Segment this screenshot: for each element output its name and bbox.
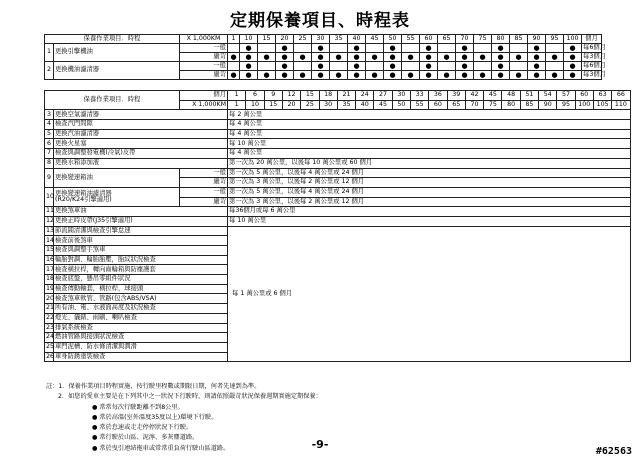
header-month: 63 bbox=[593, 91, 611, 101]
header-month: 33 bbox=[410, 91, 428, 101]
mark-cell: ● bbox=[240, 62, 258, 71]
header-month-label: 個月 bbox=[180, 91, 228, 101]
mark-cell: ● bbox=[420, 71, 438, 80]
mark-cell: ● bbox=[546, 71, 564, 80]
row-number: 3 bbox=[45, 110, 54, 120]
row-number: 17 bbox=[46, 265, 55, 273]
header-km: 70 bbox=[465, 100, 483, 110]
row-item: 輪胎對調、輪胎胎壓，胎紋狀況檢查 bbox=[54, 255, 228, 265]
mark-cell bbox=[228, 44, 240, 53]
mark-cell: ● bbox=[228, 53, 240, 62]
mark-cell bbox=[330, 62, 348, 71]
row-item: 檢查汽門間隙 bbox=[54, 120, 228, 130]
note-bullet: ● 常於怠速或走走停停狀況下行駛。 bbox=[92, 424, 193, 432]
row-item: 燃油管路與接頭狀況檢查 bbox=[54, 333, 228, 343]
row-condition: 一般 bbox=[180, 44, 228, 53]
mark-cell bbox=[438, 44, 456, 53]
row-condition: 嚴苛 bbox=[180, 71, 228, 80]
row-condition: 一般 bbox=[180, 187, 228, 197]
header-km: 15 bbox=[264, 100, 282, 110]
row-condition: 嚴苛 bbox=[180, 178, 228, 188]
header-km: 75 bbox=[484, 100, 502, 110]
mark-cell: ● bbox=[564, 62, 582, 71]
mark-cell: ● bbox=[348, 44, 366, 53]
note-1: 註：1．保養作業項目時程實施，按行駛里程數或期限日期，何者先達到為準。 bbox=[46, 383, 261, 390]
row-condition: 嚴苛 bbox=[180, 53, 228, 62]
header-km: 85 bbox=[520, 100, 538, 110]
header-unit: X 1,000KM bbox=[180, 100, 228, 110]
row-schedule: 第一次為 3 萬公里，以後每 2 萬公里或 12 個月 bbox=[228, 197, 631, 207]
mark-cell: ● bbox=[528, 53, 546, 62]
header-km: 10 bbox=[246, 100, 264, 110]
header-month: 57 bbox=[557, 91, 575, 101]
mark-cell: ● bbox=[456, 62, 474, 71]
mark-cell: ● bbox=[528, 62, 546, 71]
row-number: 2 bbox=[45, 62, 54, 80]
header-km: 110 bbox=[612, 100, 630, 110]
header-month: 36 bbox=[429, 91, 447, 101]
row-item-label: 更換變速箱油 bbox=[55, 173, 93, 181]
table-header-row bbox=[45, 35, 636, 44]
mark-cell bbox=[438, 62, 456, 71]
header-item: 保養作業項目．時程 bbox=[45, 91, 180, 110]
table-row bbox=[45, 44, 636, 53]
header-month: 54 bbox=[539, 91, 557, 101]
mark-cell: ● bbox=[492, 62, 510, 71]
header-km: 45 bbox=[366, 35, 384, 44]
row-item: 更換火星塞 bbox=[54, 139, 228, 149]
row-schedule: 第一次為 5 萬公里，以後每 4 萬公里或 24 個月 bbox=[228, 168, 631, 178]
row-item: 檢查與調整發電機(冷氣)皮帶 bbox=[54, 149, 228, 159]
row-number: 12 bbox=[46, 217, 55, 225]
mark-cell: ● bbox=[456, 53, 474, 62]
table-header-row bbox=[45, 91, 631, 101]
row-number: 9 bbox=[45, 168, 54, 187]
header-km: 100 bbox=[575, 100, 593, 110]
header-month: 個月 bbox=[582, 35, 602, 44]
mark-cell: ● bbox=[312, 44, 330, 53]
mark-cell: ● bbox=[474, 53, 492, 62]
row-item-sublabel: (R20/K24引擎適用) bbox=[55, 196, 112, 204]
mark-cell: ● bbox=[474, 71, 492, 80]
mark-cell bbox=[294, 62, 312, 71]
row-number: 25 bbox=[46, 343, 55, 351]
row-interval: 每3個月 bbox=[583, 52, 606, 60]
header-km: 1 bbox=[228, 35, 240, 44]
row-number: 7 bbox=[45, 149, 54, 159]
row-number: 6 bbox=[45, 139, 54, 149]
row-item: 檢查底盤，懸吊零組件狀況 bbox=[54, 275, 228, 285]
row-item: 燈光、儀錶、雨刷、喇叭檢查 bbox=[54, 313, 228, 323]
row-number: 8 bbox=[45, 158, 54, 168]
mark-cell bbox=[258, 62, 276, 71]
row-number: 13 bbox=[46, 226, 55, 234]
row-number: 1 bbox=[45, 44, 54, 62]
mark-cell: ● bbox=[276, 53, 294, 62]
row-number: 22 bbox=[46, 314, 55, 321]
mark-cell: ● bbox=[384, 62, 402, 71]
mark-cell: ● bbox=[564, 44, 582, 53]
row-schedule: 每 4 萬公里 bbox=[228, 120, 631, 130]
row-number: 21 bbox=[46, 304, 55, 312]
row-schedule: 第一次為 20 萬公里，以後每 10 萬公里或 60 個月 bbox=[228, 158, 631, 168]
mark-cell: ● bbox=[510, 71, 528, 80]
row-interval: 每6個月 bbox=[583, 43, 606, 51]
row-item: 排氣系統檢查 bbox=[54, 323, 228, 333]
table-row bbox=[45, 110, 631, 120]
mark-cell bbox=[474, 44, 492, 53]
header-month: 24 bbox=[356, 91, 374, 101]
header-km: 85 bbox=[510, 35, 528, 44]
table-row bbox=[45, 158, 631, 168]
row-number: 11 bbox=[46, 207, 55, 215]
header-km: 60 bbox=[420, 35, 438, 44]
mark-cell: ● bbox=[366, 53, 384, 62]
mark-cell: ● bbox=[384, 71, 402, 80]
mark-cell: ● bbox=[420, 44, 438, 53]
mark-cell: ● bbox=[312, 53, 330, 62]
row-schedule: 每36個月或每 6 萬公里 bbox=[228, 207, 631, 217]
header-month: 60 bbox=[575, 91, 593, 101]
header-km: 65 bbox=[438, 35, 456, 44]
mark-cell bbox=[330, 44, 348, 53]
mark-cell bbox=[258, 44, 276, 53]
mark-cell: ● bbox=[276, 71, 294, 80]
header-km: 35 bbox=[337, 100, 355, 110]
header-km: 30 bbox=[312, 35, 330, 44]
row-item: 車門泥槽、防水條清潔與潤滑 bbox=[54, 342, 228, 352]
mark-cell: ● bbox=[348, 62, 366, 71]
header-item: 保養作業項目．時程 bbox=[45, 35, 180, 44]
row-number: 10 bbox=[45, 187, 54, 206]
mark-cell bbox=[366, 44, 384, 53]
header-km: 20 bbox=[276, 35, 294, 44]
header-km: 35 bbox=[330, 35, 348, 44]
mark-cell bbox=[228, 62, 240, 71]
mark-cell: ● bbox=[228, 71, 240, 80]
header-km: 105 bbox=[593, 100, 611, 110]
mark-cell: ● bbox=[402, 53, 420, 62]
row-item-label: 更換變速箱油濾清器 bbox=[55, 189, 112, 197]
row-number: 18 bbox=[46, 275, 55, 283]
mark-cell: ● bbox=[564, 53, 582, 62]
row-item: 更換機油濾清器 bbox=[54, 62, 180, 80]
row-schedule: 每 2 萬公里 bbox=[228, 110, 631, 120]
header-month: 12 bbox=[282, 91, 300, 101]
row-schedule: 每 1 萬公里或 6 個月 bbox=[228, 226, 631, 362]
row-schedule: 第一次為 3 萬公里，以後每 2 萬公里或 12 個月 bbox=[228, 178, 631, 188]
row-schedule: 每 10 萬公里 bbox=[228, 139, 631, 149]
row-number: 4 bbox=[45, 120, 54, 130]
row-item: 節流閥清潔與檢查引擎怠速 bbox=[54, 226, 228, 236]
header-km: 45 bbox=[374, 100, 392, 110]
mark-cell: ● bbox=[456, 71, 474, 80]
row-schedule: 每 10 萬公里 bbox=[228, 216, 631, 226]
row-item: 所有油、電、水液面高度及狀況檢查 bbox=[54, 304, 228, 314]
row-number: 5 bbox=[45, 129, 54, 139]
row-item: 更換空氣濾清器 bbox=[54, 110, 228, 120]
row-item: 更換水箱添加液 bbox=[54, 158, 228, 168]
mark-cell: ● bbox=[348, 53, 366, 62]
header-km: 30 bbox=[319, 100, 337, 110]
table-row bbox=[45, 168, 631, 178]
header-km: 1 bbox=[228, 100, 246, 110]
mark-cell: ● bbox=[366, 71, 384, 80]
mark-cell bbox=[294, 44, 312, 53]
mark-cell bbox=[474, 62, 492, 71]
mark-cell: ● bbox=[564, 71, 582, 80]
row-condition: 一般 bbox=[180, 62, 228, 71]
header-km: 80 bbox=[492, 35, 510, 44]
schedule-table-main bbox=[44, 90, 631, 362]
header-km: 50 bbox=[392, 100, 410, 110]
header-km: 65 bbox=[447, 100, 465, 110]
row-number: 15 bbox=[46, 246, 55, 254]
header-month: 21 bbox=[337, 91, 355, 101]
row-item: 更換煞車油 bbox=[54, 207, 228, 217]
row-item: 檢查煞車軟管、管路(包含ABS/VSA) bbox=[54, 294, 228, 304]
mark-cell: ● bbox=[258, 53, 276, 62]
row-item: 更換正時皮帶(J35引擎適用) bbox=[54, 216, 228, 226]
header-km: 95 bbox=[546, 35, 564, 44]
mark-cell: ● bbox=[492, 44, 510, 53]
page-title: 定期保養項目、時程表 bbox=[230, 11, 410, 31]
table-row bbox=[45, 226, 631, 236]
mark-cell: ● bbox=[528, 71, 546, 80]
header-km: 90 bbox=[539, 100, 557, 110]
row-number: 24 bbox=[46, 333, 55, 341]
row-interval: 每6個月 bbox=[583, 61, 606, 69]
mark-cell: ● bbox=[510, 53, 528, 62]
mark-cell: ● bbox=[438, 53, 456, 62]
mark-cell: ● bbox=[456, 44, 474, 53]
header-km: 10 bbox=[240, 35, 258, 44]
mark-cell: ● bbox=[330, 53, 348, 62]
mark-cell bbox=[546, 62, 564, 71]
row-item: 檢查傳動軸套，橫拉桿，球接頭 bbox=[54, 284, 228, 294]
header-unit: X 1,000KM bbox=[180, 35, 228, 44]
header-km: 80 bbox=[502, 100, 520, 110]
mark-cell: ● bbox=[492, 71, 510, 80]
header-month: 6 bbox=[246, 91, 264, 101]
mark-cell bbox=[402, 44, 420, 53]
header-month: 15 bbox=[301, 91, 319, 101]
header-km: 40 bbox=[348, 35, 366, 44]
watermark: #62563 bbox=[595, 446, 632, 457]
mark-cell: ● bbox=[492, 53, 510, 62]
header-km: 20 bbox=[282, 100, 300, 110]
note-bullet: ● 常於高溫(室外溫度35度以上)環境下行駛。 bbox=[92, 413, 218, 421]
note-bullet: ● 常於曳引連結拖車或常常重負荷行駛山區道路。 bbox=[92, 444, 230, 452]
mark-cell: ● bbox=[384, 44, 402, 53]
row-number: 20 bbox=[46, 294, 55, 302]
table-row bbox=[45, 139, 631, 149]
mark-cell: ● bbox=[294, 53, 312, 62]
mark-cell: ● bbox=[402, 71, 420, 80]
table-row bbox=[45, 129, 631, 139]
mark-cell: ● bbox=[348, 71, 366, 80]
row-item bbox=[54, 187, 180, 206]
header-month: 42 bbox=[465, 91, 483, 101]
row-item: 車身防銹塗裝檢查 bbox=[54, 352, 228, 362]
row-item: 檢查與調整手煞車 bbox=[54, 246, 228, 256]
mark-cell: ● bbox=[420, 53, 438, 62]
row-number: 26 bbox=[46, 352, 55, 360]
table-row bbox=[45, 187, 631, 197]
mark-cell: ● bbox=[312, 71, 330, 80]
header-month: 18 bbox=[319, 91, 337, 101]
page-number: -9- bbox=[311, 438, 329, 451]
row-interval: 每3個月 bbox=[583, 70, 606, 78]
header-month: 45 bbox=[484, 91, 502, 101]
header-km: 25 bbox=[294, 35, 312, 44]
header-month: 30 bbox=[392, 91, 410, 101]
mark-cell bbox=[546, 44, 564, 53]
table-row bbox=[45, 207, 631, 217]
mark-cell: ● bbox=[276, 44, 294, 53]
mark-cell bbox=[402, 62, 420, 71]
header-month: 66 bbox=[612, 91, 630, 101]
header-month: 51 bbox=[520, 91, 538, 101]
header-km: 15 bbox=[258, 35, 276, 44]
header-month: 9 bbox=[264, 91, 282, 101]
header-month: 48 bbox=[502, 91, 520, 101]
mark-cell: ● bbox=[420, 62, 438, 71]
row-schedule: 第一次為 5 萬公里，以後每 4 萬公里或 24 個月 bbox=[228, 187, 631, 197]
row-number: 23 bbox=[46, 323, 55, 331]
header-km: 40 bbox=[356, 100, 374, 110]
header-km: 25 bbox=[301, 100, 319, 110]
row-schedule: 每 4 萬公里 bbox=[228, 149, 631, 159]
mark-cell: ● bbox=[546, 53, 564, 62]
header-km: 75 bbox=[474, 35, 492, 44]
mark-cell: ● bbox=[294, 71, 312, 80]
mark-cell: ● bbox=[384, 53, 402, 62]
row-item: 檢查橫拉桿，轉向齒輪箱與防塵護套 bbox=[54, 265, 228, 275]
mark-cell: ● bbox=[240, 44, 258, 53]
row-number: 16 bbox=[46, 255, 55, 263]
mark-cell: ● bbox=[528, 44, 546, 53]
note-bullet: ● 常行駛於山區、泥濘、多灰塵道路。 bbox=[92, 434, 199, 442]
table-row bbox=[45, 216, 631, 226]
header-month: 39 bbox=[447, 91, 465, 101]
note-2: 2．如您的愛車主要是在下列其中之一狀況下行駛時，則請依照嚴苛狀況保養週期實施定期保養： bbox=[58, 393, 322, 401]
row-item: 更換汽油濾清器 bbox=[54, 129, 228, 139]
row-condition: 嚴苛 bbox=[180, 197, 228, 207]
table-row bbox=[45, 120, 631, 130]
mark-cell: ● bbox=[240, 71, 258, 80]
row-number: 19 bbox=[46, 284, 55, 292]
mark-cell bbox=[510, 44, 528, 53]
mark-cell bbox=[510, 62, 528, 71]
header-km: 100 bbox=[564, 35, 582, 44]
header-month: 27 bbox=[374, 91, 392, 101]
table-row bbox=[45, 62, 636, 71]
header-km: 50 bbox=[384, 35, 402, 44]
note-bullet: ● 常常每次行駛距離不到8公里。 bbox=[92, 403, 184, 411]
schedule-table-oil bbox=[44, 34, 636, 80]
row-number: 14 bbox=[46, 236, 55, 244]
mark-cell: ● bbox=[438, 71, 456, 80]
mark-cell: ● bbox=[330, 71, 348, 80]
row-condition: 一般 bbox=[180, 168, 228, 178]
row-item: 檢查前後煞車 bbox=[54, 236, 228, 246]
mark-cell: ● bbox=[258, 71, 276, 80]
mark-cell: ● bbox=[240, 53, 258, 62]
header-km: 55 bbox=[410, 100, 428, 110]
row-schedule: 每 4 萬公里 bbox=[228, 129, 631, 139]
table-row bbox=[45, 149, 631, 159]
header-km: 70 bbox=[456, 35, 474, 44]
header-km: 60 bbox=[429, 100, 447, 110]
header-km: 90 bbox=[528, 35, 546, 44]
mark-cell bbox=[366, 62, 384, 71]
header-km: 55 bbox=[402, 35, 420, 44]
mark-cell: ● bbox=[276, 62, 294, 71]
mark-cell: ● bbox=[312, 62, 330, 71]
header-km: 95 bbox=[557, 100, 575, 110]
row-item bbox=[54, 168, 180, 187]
header-month: 1 bbox=[228, 91, 246, 101]
row-item: 更換引擎機油 bbox=[54, 44, 180, 62]
